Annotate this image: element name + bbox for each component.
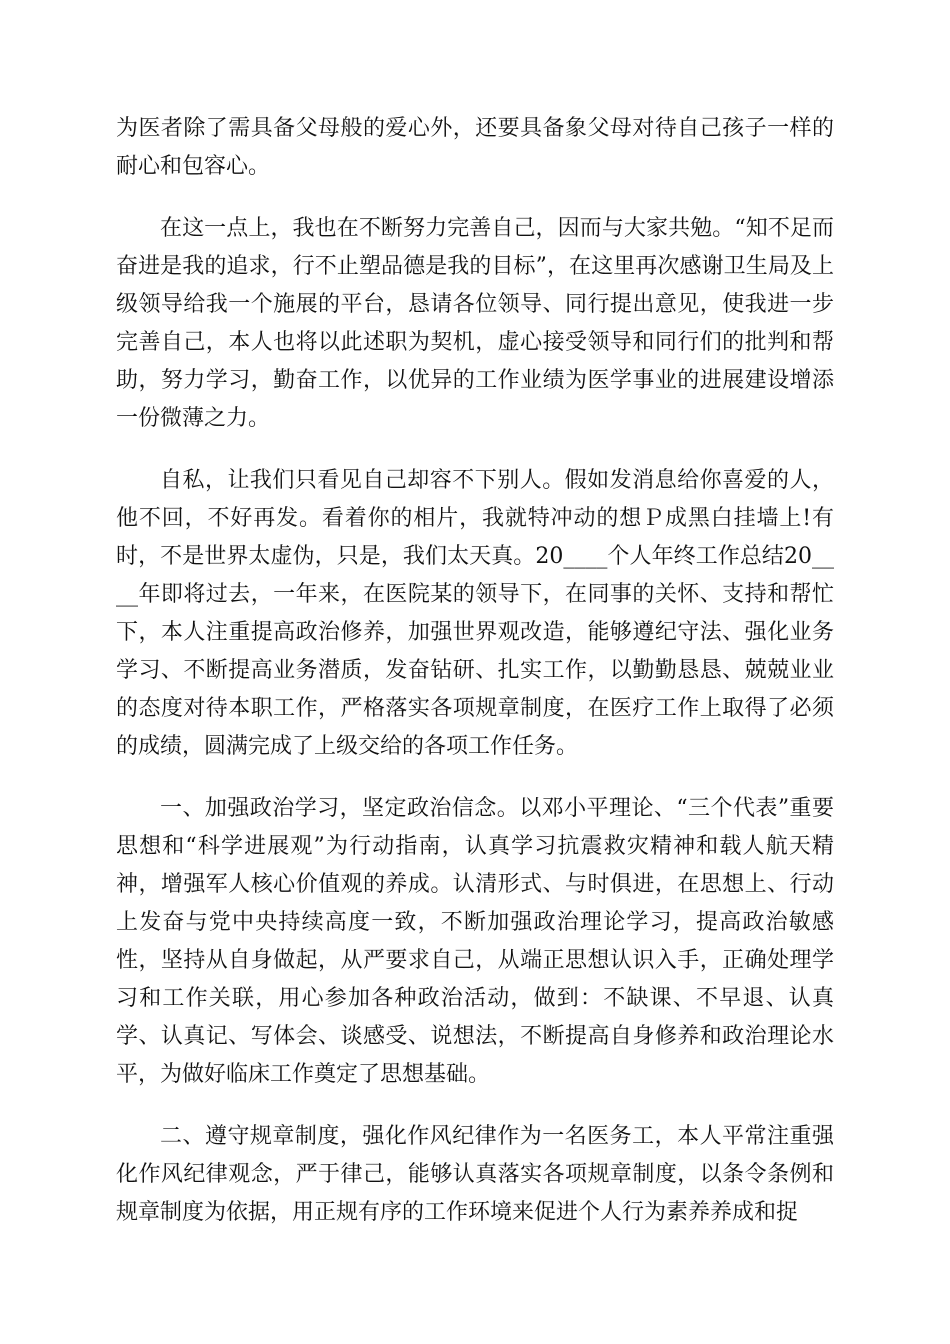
paragraph-year-end-summary: 自私，让我们只看见自己却容不下别人。假如发消息给你喜爱的人，他不回，不好再发。看着你的相片，我就特冲动的想Ｐ成黑白挂墙上!有时，不是世界太虚伪，只是，我们太天真。20____个人年终工作总结20____年即将过去，一年来，在医院某的领导下，在同事的关怀、支持和帮忙下，本人注重提高政治修养，加强世界观改造，能够遵纪守法、强化业务学习、不断提高业务潜质，发奋钻研、扎实工作，以勤勤恳恳、兢兢业业的态度对待本职工作，严格落实各项规章制度，在医疗工作上取得了必须的成绩，圆满完成了上级交给的各项工作任务。 (116, 468, 834, 759)
paragraph-political-study: 一、加强政治学习，坚定政治信念。以邓小平理论、“三个代表”重要思想和“科学进展观”为行动指南，认真学习抗震救灾精神和载人航天精神，增强军人核心价值观的养成。认清形式、与时俱进，在思想上、行动上发奋与党中央持续高度一致，不断加强政治理论学习，提高政治敏感性，坚持从自身做起，从严要求自己，从端正思想认识入手，正确处理学习和工作关联，用心参加各种政治活动，做到：不缺课、不早退、认真学、认真记、写体会、谈感受、说想法，不断提高自身修养和政治理论水平，为做好临床工作奠定了思想基础。 (116, 796, 834, 1087)
document-body (116, 110, 834, 1256)
paragraph-rules-discipline: 二、遵守规章制度，强化作风纪律作为一名医务工，本人平常注重强化作风纪律观念，严于律己，能够认真落实各项规章制度，以条令条例和规章制度为依据，用正规有序的工作环境来促进个人行为素养养成和捉 (116, 1124, 834, 1225)
paragraph-self-improvement: 在这一点上，我也在不断努力完善自己，因而与大家共勉。“知不足而奋进是我的追求，行不止塑品德是我的目标”，在这里再次感谢卫生局及上级领导给我一个施展的平台，恳请各位领导、同行提出意见，使我进一步完善自己，本人也将以此述职为契机，虚心接受领导和同行们的批判和帮助，努力学习，勤奋工作，以优异的工作业绩为医学事业的进展建设增添一份微薄之力。 (116, 216, 834, 431)
paragraph-continuation: 为医者除了需具备父母般的爱心外，还要具备象父母对待自己孩子一样的耐心和包容心。 (116, 116, 834, 179)
